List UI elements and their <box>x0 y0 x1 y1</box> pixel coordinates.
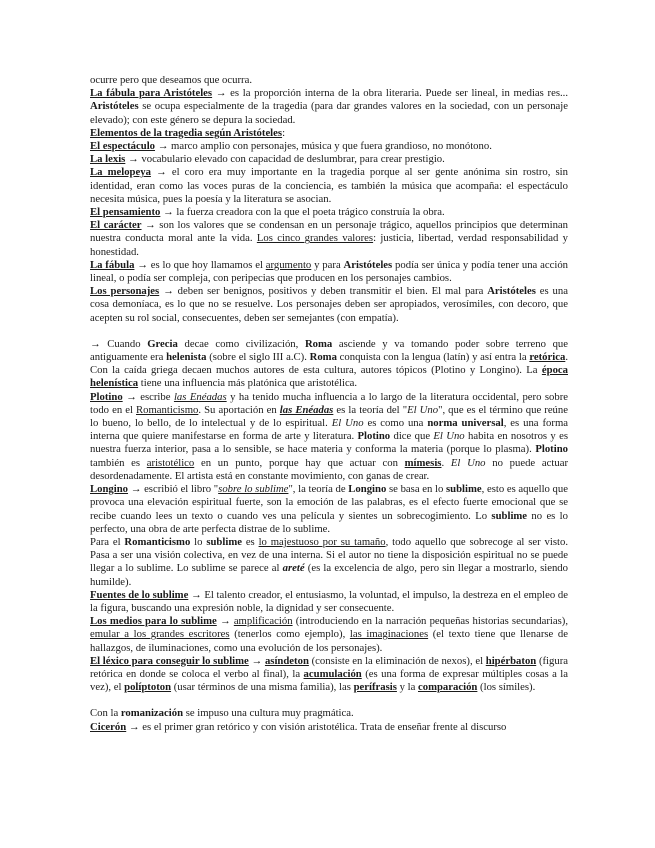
paragraph-roma: → Cuando Grecia decae como civilización, Roma asciende y va tomando poder sobre terreno que antiguamente era helenista (sobre el siglo III a.C). Roma conquista con la lengua (latín) y así entra la retórica. Con la caída griega decaen muchos autores de esta cultura, autores tópicos (Plotino y Longino). La época helenística tiene una influencia más platónica que aristotélica. <box>90 337 569 390</box>
term-fabula-aristoteles: La fábula para Aristóteles <box>90 87 213 100</box>
paragraph-lexico-sublime: El léxico para conseguir lo sublime → asíndeton (consiste en la eliminación de nexos), el hipérbaton (figura retórica en donde se coloca el verbo al final), la acumulación (es una forma de expresar múltiples cosas a la vez), el políptoton (usar términos de una misma familia), las perífrasis y la comparación (los símiles). <box>90 654 569 694</box>
arrow-icon: → <box>137 258 148 271</box>
arrow-icon: → <box>251 654 263 667</box>
term-lexis: La lexis <box>90 153 126 166</box>
paragraph-fabula: La fábula → es lo que hoy llamamos el argumento y para Aristóteles podía ser única y podía tener una acción lineal, o podía ser compleja, con peripecias que producen en los personajes cambios. <box>90 258 569 285</box>
arrow-icon: → <box>156 166 167 179</box>
arrow-icon: → <box>130 483 142 496</box>
paragraph-romanticismo: Para el Romanticismo lo sublime es lo majestuoso por su tamaño, todo aquello que sobrecoge al ser visto. Pasa a ser una visión colectiva, en vez de una interna. Si el autor no tiene la disposición espiritual no se puede llegar a lo sublime. Lo sublime se parece al areté (es la excelencia de algo, pero sin llegar a mostrarlo, siendo humilde). <box>90 535 569 588</box>
arrow-icon: → <box>90 337 101 350</box>
arrow-icon: → <box>163 206 174 219</box>
paragraph-personajes: Los personajes → deben ser benignos, positivos y deben transmitir el bien. El mal para Aristóteles es una cosa demoníaca, es lo que no se resuelve. Los personajes deben ser apropiados, verosímiles, con decoro, que acepten su rol social, consecuentes, deben ser semejantes (con empatía). <box>90 285 568 324</box>
term-caracter: El carácter <box>90 219 142 232</box>
arrow-icon: → <box>126 390 137 403</box>
paragraph-longino: Longino → escribió el libro "sobre lo sublime", la teoría de Longino se basa en lo sublime, esto es aquello que provoca una elevación espiritual fuerte, son la emoción de las palabras, es el efecto fuerte emocional que se recibe cuando lees un texto o cuando ves una película y sientes un sobrecogimiento. Lo sublime no es lo perfecto, una obra de arte perfecta distrae de lo sublime. <box>90 483 568 535</box>
arrow-icon: → <box>219 615 231 628</box>
term-medios-sublime: Los medios para lo sublime <box>90 615 217 628</box>
paragraph-gap <box>90 325 568 338</box>
paragraph-melopeya: La melopeya → el coro era muy importante en la tragedia porque al ser gente anónima sin rostro, sin identidad, eran como las voces puras de la conciencia, es también la música que acompaña: el espectáculo necesita música, pues la poesía y la literatura se asocian. <box>90 166 568 205</box>
arrow-icon: → <box>215 87 227 100</box>
term-fuentes-sublime: Fuentes de lo sublime <box>90 588 189 601</box>
heading-elementos-tragedia: Elementos de la tragedia según Aristóteles: <box>90 126 286 139</box>
term-fabula: La fábula <box>90 258 135 271</box>
term-plotino: Plotino <box>90 390 123 403</box>
paragraph-plotino: Plotino → escribe las Enéadas y ha tenido mucha influencia a lo largo de la literatura occidental, pero sobre todo en el Romanticismo. Su aportación en las Enéadas es la teoría del "El Uno", que es el término que reúne lo bueno, lo bello, de lo intelectual y de lo espiritual. El Uno es como una norma universal, es una forma interna que quiere manifestarse en forma de arte y literatura. Plotino dice que El Uno habita en nosotros y es nuestra fuerza interior, pasa a lo sensible, se hace materia y conforma la materia (porque lo plasma). Plotino también es aristotélico en un punto, porque hay que actuar con mímesis. El Uno no puede actuar desordenadamente. El artista está en constante movimiento, con ganas de crear. <box>90 390 569 482</box>
paragraph-fabula-aristoteles: La fábula para Aristóteles → es la proporción interna de la obra literaria. Puede ser lineal, in medias res... Aristóteles se ocupa especialmente de la tragedia (para dar grandes valores en la sociedad, con un personaje elevado); con este género se depura la sociedad. <box>90 87 568 126</box>
paragraph-lexis: La lexis → vocabulario elevado con capacidad de deslumbrar, para crear prestigio. <box>90 153 445 166</box>
page-content <box>90 74 568 734</box>
paragraph-ciceron: Cicerón → es el primer gran retórico y con visión aristotélica. Trata de enseñar frente al discurso <box>90 720 507 733</box>
arrow-icon: → <box>128 720 140 733</box>
paragraph-romanizacion: Con la romanización se impuso una cultura muy pragmática. <box>90 707 354 720</box>
paragraph-espectaculo: El espectáculo → marco amplio con personajes, música y que fuera grandioso, no monótono. <box>90 140 492 153</box>
arrow-icon: → <box>191 588 202 601</box>
arrow-icon: → <box>163 285 174 298</box>
paragraph-continuation: ocurre pero que deseamos que ocurra. <box>90 74 253 86</box>
paragraph-gap <box>90 694 568 707</box>
arrow-icon: → <box>157 140 169 153</box>
paragraph-caracter: El carácter → son los valores que se condensan en un personaje trágico, aquellos principios que determinan nuestra conducta moral ante la vida. Los cinco grandes valores: justicia, libertad, verdad responsabilidad y honestidad. <box>90 219 569 258</box>
paragraph-pensamiento: El pensamiento → la fuerza creadora con la que el poeta trágico construía la obra. <box>90 206 445 219</box>
paragraph-medios-sublime: Los medios para lo sublime → amplificación (introduciendo en la narración pequeñas historias secundarias), emular a los grandes escritores (tenerlos como ejemplo), las imaginaciones (el texto tiene que llenarse de hallazgos, de iluminaciones, como una evolución de los personajes). <box>90 615 569 654</box>
arrow-icon: → <box>145 219 156 232</box>
paragraph-fuentes-sublime: Fuentes de lo sublime → El talento creador, el entusiasmo, la voluntad, el impulso, la destreza en el empleo de la figura, buscando una expresión noble, la dignidad y ser consecuente. <box>90 588 568 614</box>
term-personajes: Los personajes <box>90 285 160 298</box>
term-lexico-sublime: El léxico para conseguir lo sublime <box>90 654 249 667</box>
term-pensamiento: El pensamiento <box>90 206 161 219</box>
arrow-icon: → <box>128 153 139 166</box>
term-melopeya: La melopeya <box>90 166 151 179</box>
term-longino: Longino <box>90 483 129 496</box>
term-ciceron: Cicerón <box>90 720 127 733</box>
term-espectaculo: El espectáculo <box>90 140 156 153</box>
